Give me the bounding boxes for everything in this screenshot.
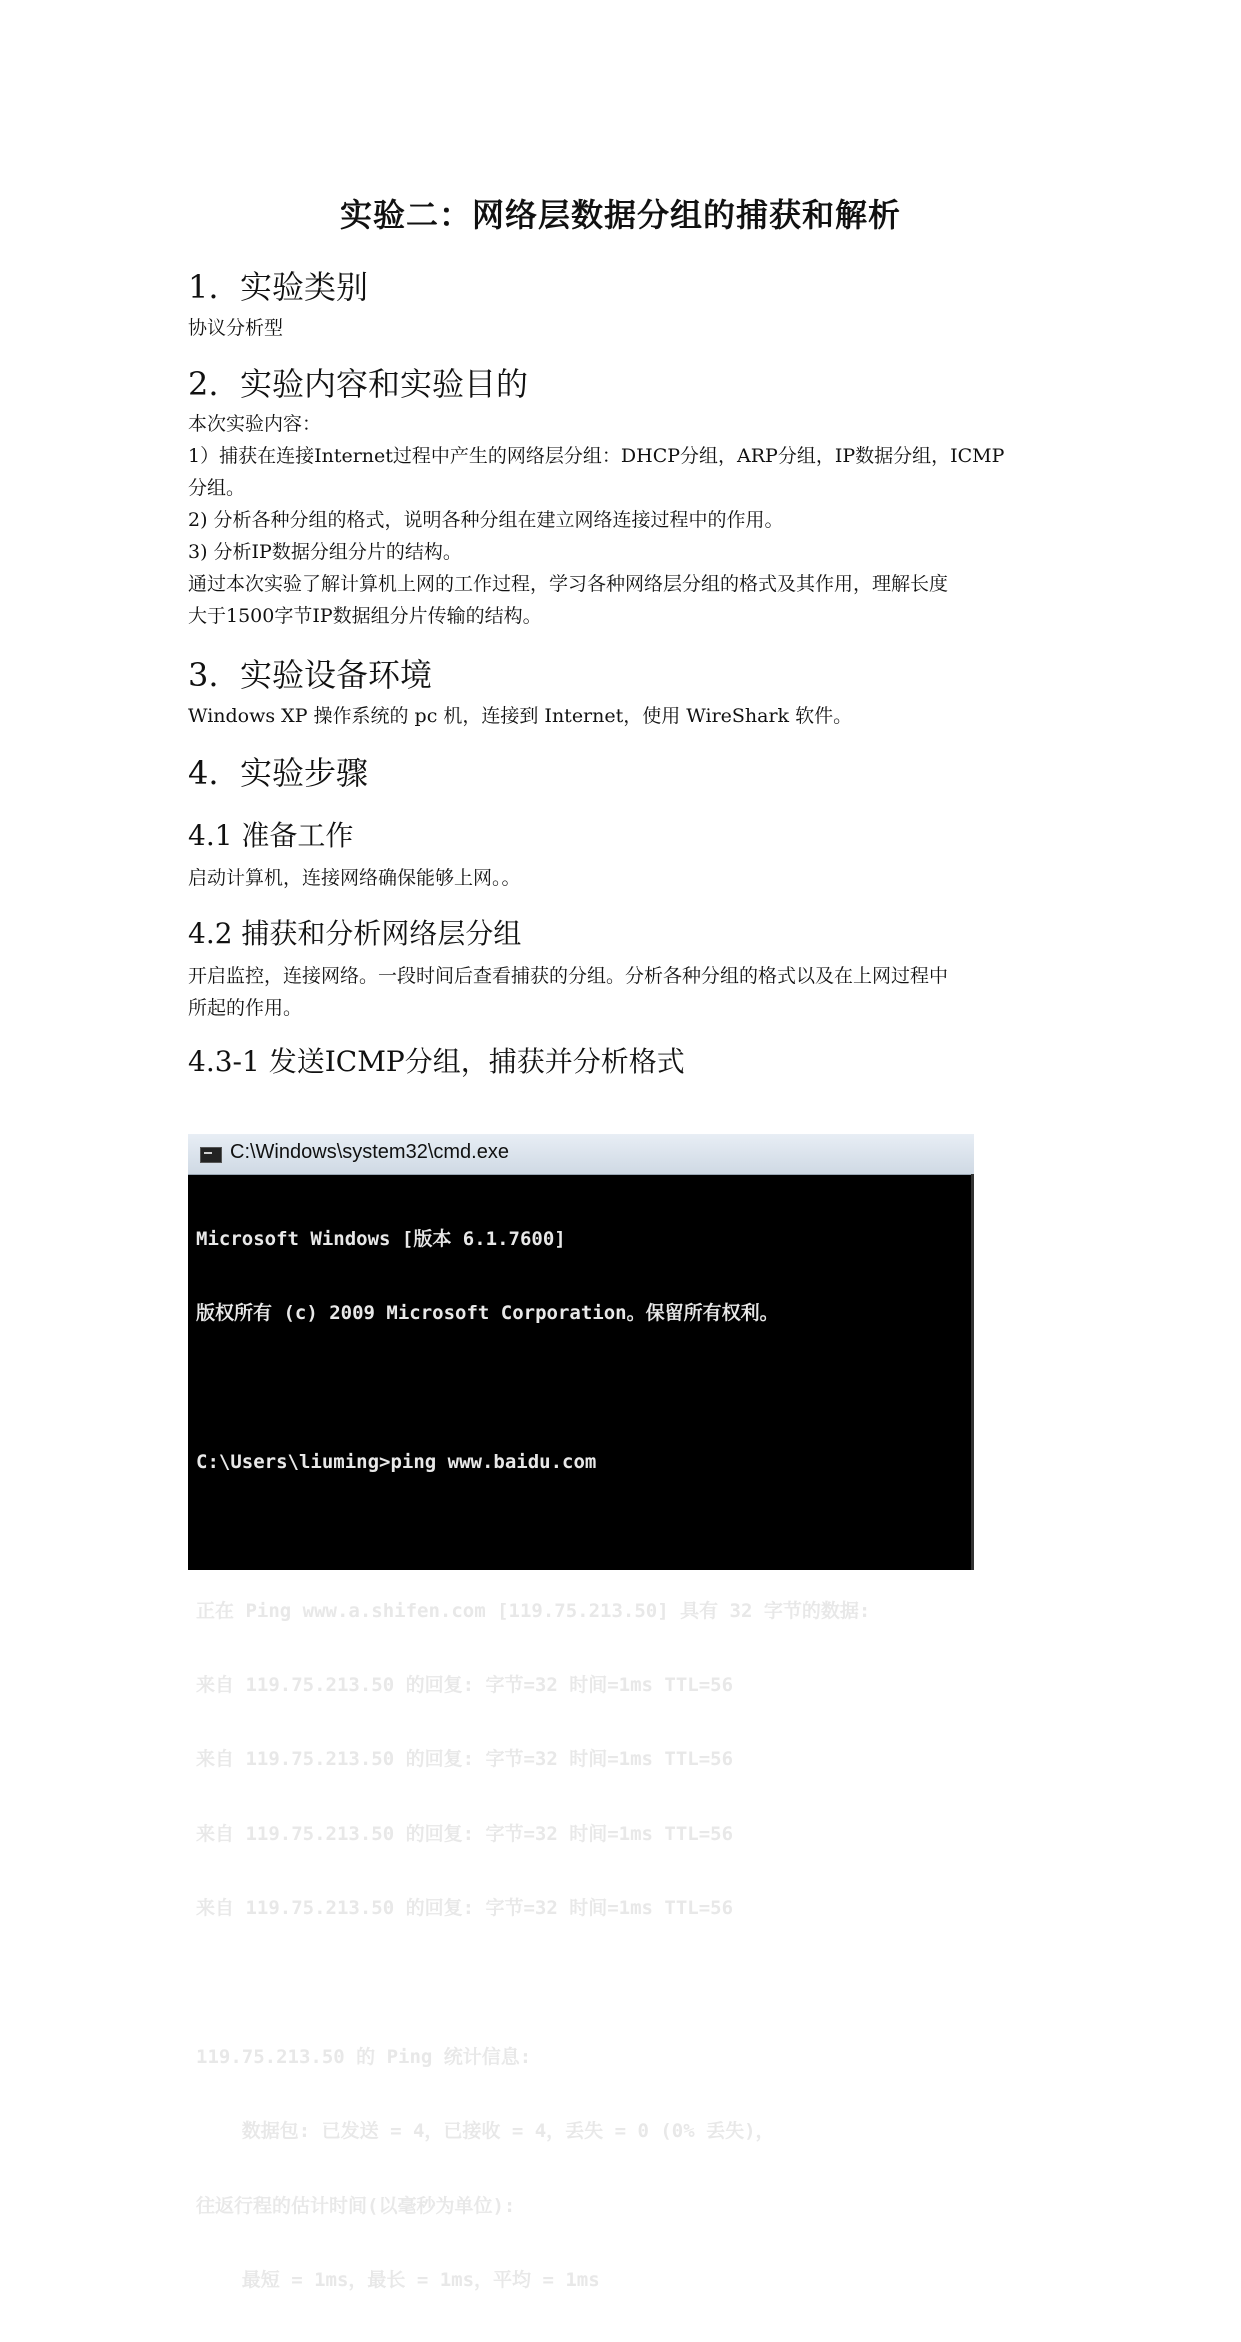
cmd-line: 往返行程的估计时间(以毫秒为单位): — [196, 2194, 516, 2217]
cmd-line: 数据包: 已发送 = 4，已接收 = 4，丢失 = 0 (0% 丢失)， — [196, 2120, 775, 2143]
section-title: 实验设备环境 — [240, 656, 433, 694]
cmd-line: 版权所有 (c) 2009 Microsoft Corporation。保留所有权利。 — [196, 1301, 779, 1324]
paragraph-line: Windows XP 操作系统的 pc 机，连接到 Internet，使用 WireShark 软件。 — [188, 705, 853, 727]
cmd-line: 来自 119.75.213.50 的回复: 字节=32 时间=1ms TTL=56 — [196, 1673, 734, 1696]
cmd-scrollbar-edge — [971, 1174, 974, 1570]
console-icon — [200, 1147, 222, 1163]
paragraph-line: 2) 分析各种分组的格式，说明各种分组在建立网络连接过程中的作用。 — [188, 509, 784, 531]
paragraph-line: 大于1500字节IP数据组分片传输的结构。 — [188, 605, 542, 627]
cmd-line: 来自 119.75.213.50 的回复: 字节=32 时间=1ms TTL=56 — [196, 1822, 734, 1845]
section-title: 实验内容和实验目的 — [240, 365, 529, 403]
section-title: 实验步骤 — [240, 754, 369, 792]
section-title: 实验类别 — [240, 268, 369, 306]
cmd-line: 来自 119.75.213.50 的回复: 字节=32 时间=1ms TTL=56 — [196, 1748, 734, 1771]
subsection-4-2-body — [188, 960, 1068, 1024]
cmd-window-title: C:\Windows\system32\cmd.exe — [230, 1141, 509, 1163]
section-3-heading — [188, 650, 432, 696]
section-2-heading — [188, 359, 528, 405]
paragraph-line: 1）捕获在连接Internet过程中产生的网络层分组：DHCP分组，ARP分组，IP数据分组，ICMP — [188, 445, 1005, 467]
document-title: 实验二：网络层数据分组的捕获和解析 — [339, 196, 901, 234]
paragraph-line: 本次实验内容： — [188, 413, 322, 435]
cmd-line: 119.75.213.50 的 Ping 统计信息: — [196, 2045, 532, 2068]
cmd-window-screenshot — [188, 1134, 974, 2292]
paragraph-line: 分组。 — [188, 477, 246, 499]
paragraph-line: 所起的作用。 — [188, 997, 303, 1019]
cmd-line — [196, 1375, 974, 1400]
section-number: 2. — [188, 365, 219, 403]
subsection-4-1-body — [188, 862, 1068, 894]
section-number: 1. — [188, 268, 219, 306]
section-1-heading — [188, 262, 368, 308]
section-4-heading — [188, 748, 368, 794]
cmd-output — [196, 1177, 974, 2292]
subsection-4-2-heading: 4.2 捕获和分析网络层分组 — [188, 917, 522, 950]
section-number: 3. — [188, 656, 219, 694]
subsection-4-1-heading: 4.1 准备工作 — [188, 819, 354, 852]
paragraph-line: 开启监控，连接网络。一段时间后查看捕获的分组。分析各种分组的格式以及在上网过程中 — [188, 965, 949, 987]
cmd-titlebar — [188, 1134, 974, 1175]
paragraph-line: 协议分析型 — [188, 317, 284, 339]
cmd-line: C:\Users\liuming>ping www.baidu.com — [196, 1450, 597, 1473]
cmd-line: Microsoft Windows [版本 6.1.7600] — [196, 1227, 566, 1250]
cmd-line: 来自 119.75.213.50 的回复: 字节=32 时间=1ms TTL=56 — [196, 1897, 734, 1920]
paragraph-line: 启动计算机，连接网络确保能够上网。。 — [188, 867, 521, 889]
cmd-line — [196, 1971, 974, 1996]
cmd-line: 正在 Ping www.a.shifen.com [119.75.213.50] 具有 32 字节的数据: — [196, 1599, 871, 1622]
cmd-line — [196, 1524, 974, 1549]
section-number: 4. — [188, 754, 219, 792]
paragraph-line: 通过本次实验了解计算机上网的工作过程，学习各种网络层分组的格式及其作用，理解长度 — [188, 573, 949, 595]
cmd-line: 最短 = 1ms，最长 = 1ms，平均 = 1ms — [196, 2269, 600, 2292]
paragraph-line: 3) 分析IP数据分组分片的结构。 — [188, 541, 462, 563]
subsection-4-3-1-heading: 4.3-1 发送ICMP分组，捕获并分析格式 — [188, 1045, 685, 1078]
section-1-body — [188, 312, 1068, 344]
section-3-body — [188, 700, 1068, 732]
section-2-body — [188, 408, 1068, 632]
